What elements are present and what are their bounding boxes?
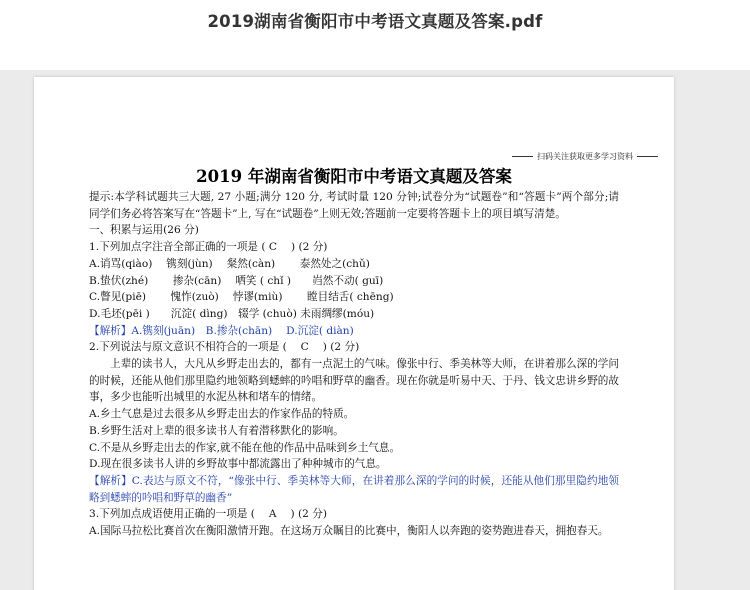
document-title: 2019 年湖南省衡阳市中考语文真题及答案 bbox=[196, 167, 512, 186]
watermark-rule-left bbox=[512, 156, 533, 157]
question-3-option-a: A.国际马拉松比赛首次在衡阳激情开跑。在这场万众瞩目的比赛中，衡阳人以奔跑的姿势跑进春天，拥抱春天。 bbox=[89, 525, 609, 538]
question-1-option-b: B.蛰伏(zhé) 掺杂(cān) 哂笑 ( chǐ ) 岿然不动( guī) bbox=[89, 274, 384, 287]
question-1-stem: 1.下列加点字注音全部正确的一项是 ( C ) (2 分) bbox=[89, 241, 328, 254]
exam-notice: 提示:本学科试题共三大题, 27 小题;满分 120 分, 考试时量 120 分钟;试卷分为“试题卷”和“答题卡”两个部分;请同学们务必将答案写在“答题卡”上, 写在“试题卷”上则无效;答题前一定要将答题卡上的项目填写清楚。 bbox=[89, 191, 619, 220]
pdf-page[interactable] bbox=[34, 77, 674, 590]
question-1-analysis: 【解析】A.镌刻(juān) B.掺杂(chān) D.沉淀( diàn) bbox=[89, 324, 354, 337]
viewer-toolbar bbox=[0, 0, 750, 70]
question-2-option-b: B.乡野生活对上辈的很多读书人有着潜移默化的影响。 bbox=[89, 424, 344, 437]
watermark-rule-right bbox=[637, 156, 658, 157]
question-2-stem: 2.下列说法与原文意识不相符合的一项是 ( C ) (2 分) bbox=[89, 341, 360, 354]
watermark-line bbox=[512, 151, 658, 162]
document-body bbox=[89, 189, 619, 540]
section-heading: 一、积累与运用(26 分) bbox=[89, 224, 199, 237]
watermark-text: 扫码关注获取更多学习资料 bbox=[537, 152, 633, 161]
question-1-option-c: C.瞥见(piē) 愧怍(zuò) 悖谬(miù) 瞠目结舌( chēng) bbox=[89, 291, 394, 304]
question-2-option-d: D.现在很多读书人讲的乡野故事中都流露出了种种城市的气息。 bbox=[89, 458, 387, 471]
question-2-option-a: A.乡土气息是过去很多从乡野走出去的作家作品的特质。 bbox=[89, 408, 355, 421]
question-3-stem: 3.下列加点成语使用正确的一项是 ( A ) (2 分) bbox=[89, 508, 327, 521]
file-title: 2019湖南省衡阳市中考语文真题及答案.pdf bbox=[207, 12, 543, 31]
question-2-passage: 上辈的读书人，大凡从乡野走出去的，都有一点泥土的气味。像张中行、季美林等大师，在讲着那么深的学问的时候，还能从他们那里隐约地领略到蟋蟀的吟唱和野草的幽香。现在你就是听易中天、于丹、钱文忠讲乡野的故事，多少也能听出城里的水泥丛林和堵车的情绪。 bbox=[89, 358, 619, 404]
question-2-option-c: C.不是从乡野走出去的作家,就不能在他的作品中品味到乡土气息。 bbox=[89, 441, 401, 454]
question-1-option-d: D.毛坯(pēi ) 沉淀( dìng) 辍学 (chuò) 未雨绸缪(móu) bbox=[89, 307, 375, 320]
question-2-analysis: 【解析】C.表达与原文不符，“像张中行、季美林等大师，在讲着那么深的学问的时候，还能从他们那里隐约地领略到蟋蟀的吟唱和野草的幽香” bbox=[89, 474, 619, 504]
question-1-option-a: A.诮骂(qiào) 镌刻(jùn) 粲然(càn) 泰然处之(chǔ) bbox=[89, 257, 370, 270]
